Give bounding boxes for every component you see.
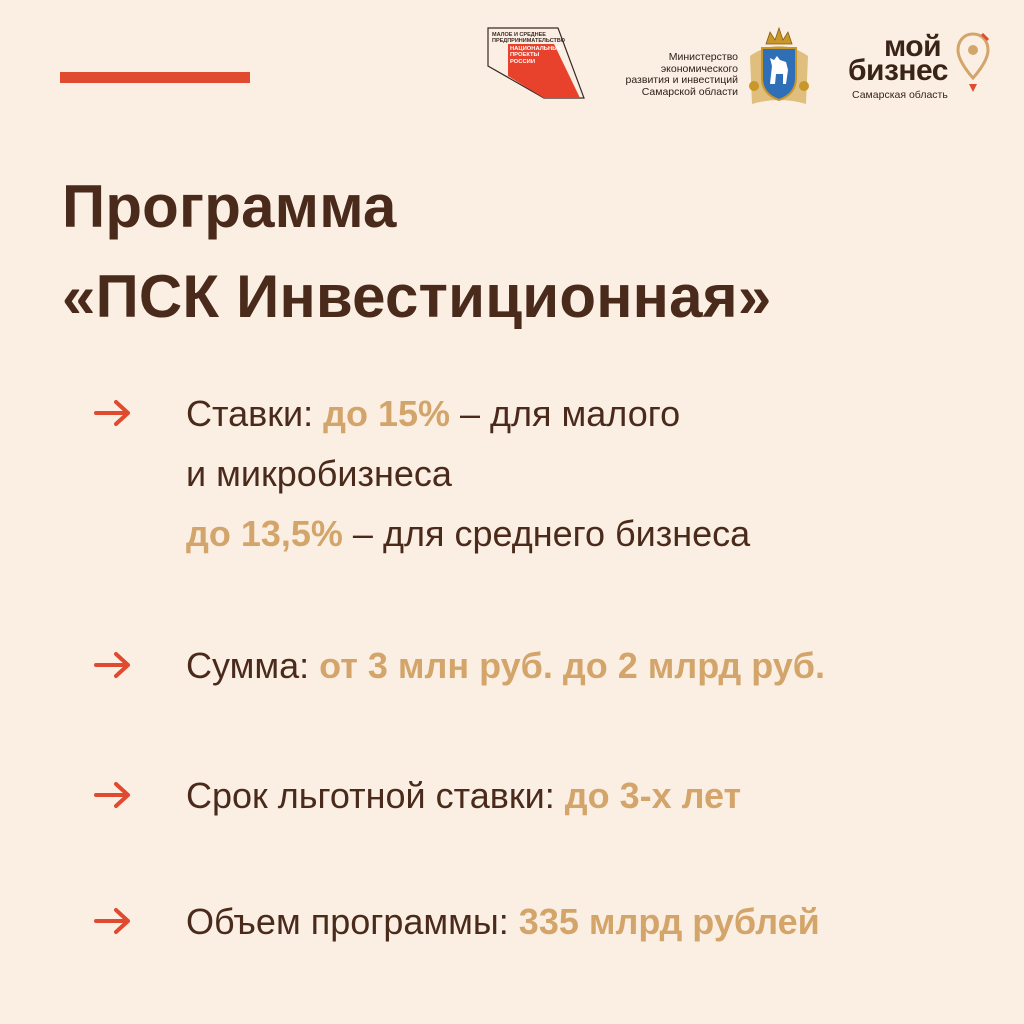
national-projects-logo [484,26,586,102]
arrow-right-icon [92,398,134,428]
amount-label: Сумма: [186,645,320,686]
location-pin-icon [956,32,990,94]
rates-label: Ставки: [186,393,324,434]
ministry-line: Самарской области [641,85,738,98]
arrow-right-icon [92,906,134,936]
samara-coat-of-arms-icon [744,26,814,108]
ministry-line: развития и инвестиций [625,74,738,86]
list-item-rates [186,384,750,564]
moy-biznes-region: Самарская область [852,89,948,101]
page-title [62,162,771,342]
rates-line-1 [186,384,750,444]
rates-medium-value: до 13,5% [186,513,343,554]
rates-medium-tail: – для среднего бизнеса [342,513,751,554]
arrow-right-icon [92,650,134,680]
np-red-text: НАЦИОНАЛЬНЫЕ ПРОЕКТЫ РОССИИ [510,46,562,65]
list-item-volume [186,892,820,952]
ministry-line: экономического [660,62,738,75]
moy-biznes-word1: мой [884,30,942,63]
amount-value: от 3 млн руб. до 2 млрд руб. [319,645,825,686]
list-item-term [186,766,741,826]
rates-line-2 [186,444,750,504]
ministry-line: Министерство [668,51,738,63]
term-value: до 3-х лет [564,775,742,816]
np-top-text: МАЛОЕ И СРЕДНЕЕ ПРЕДПРИНИМАТЕЛЬСТВО [492,32,565,44]
term-label: Срок льготной ставки: [186,775,565,816]
volume-label: Объем программы: [186,901,519,942]
rates-small-tail: – для малого [450,393,681,434]
arrow-right-icon [92,780,134,810]
moy-biznes-word2: бизнес [848,54,948,87]
volume-value: 335 млрд рублей [518,901,820,942]
rates-line-3 [186,504,750,564]
rates-small-value: до 15% [323,393,450,434]
accent-bar [60,72,250,83]
title-line-1: Программа [62,173,397,240]
rates-micro-label: и микробизнеса [186,453,452,494]
moy-biznes-logo [846,30,996,104]
title-line-2: «ПСК Инвестиционная» [62,263,772,330]
list-item-amount [186,636,825,696]
ministry-text [614,52,738,98]
